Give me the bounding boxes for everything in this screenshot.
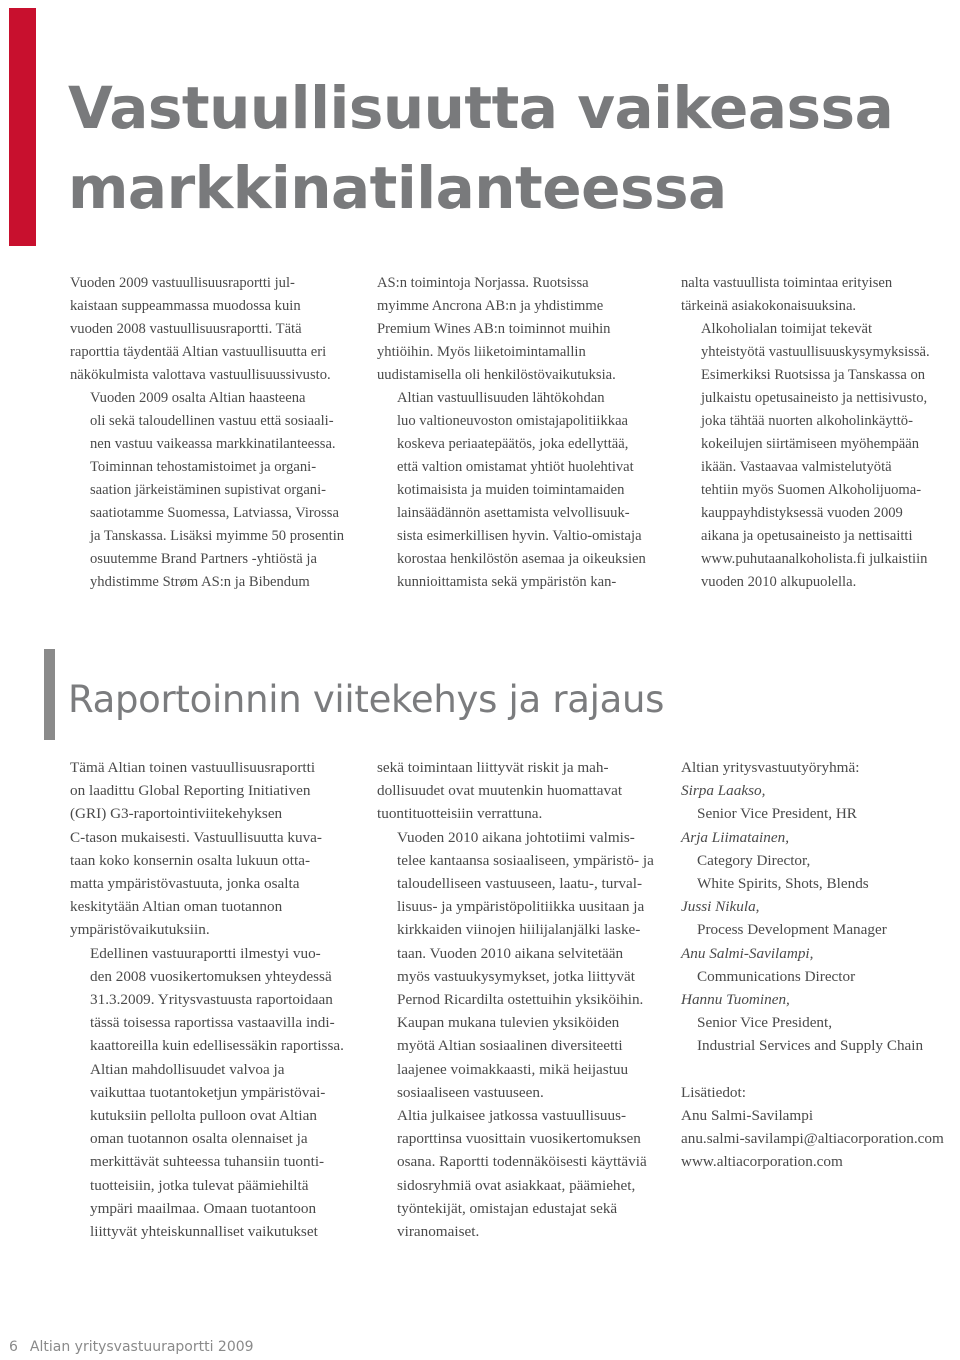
text-line: oli sekä taloudellinen vastuu että sosiaali-	[90, 413, 334, 429]
text-line: kauppayhdistyksessä vuoden 2009	[701, 505, 903, 521]
text-line: Esimerkiksi Ruotsissa ja Tanskassa on	[701, 367, 926, 383]
text-line: ikään. Vastaavaa valmistelutyötä	[701, 459, 892, 475]
text-line: Vuoden 2009 vastuullisuusraportti jul-	[70, 275, 295, 291]
text-line: Pernod Ricardilta ostettuihin yksiköihin.	[397, 991, 644, 1009]
team-member-role: Senior Vice President, HR	[697, 805, 857, 823]
text-line: matta ympäristövastuuta, jonka osalta	[70, 875, 300, 893]
text-line: (GRI) G3-raportointiviitekehyksen	[70, 805, 283, 823]
paragraph	[377, 387, 667, 594]
paragraph	[377, 826, 667, 1104]
text-line: telee kantaansa sosiaaliseen, ympäristö- ja	[397, 851, 654, 869]
text-line: yhteistyötä vastuullisuuskysymyksissä.	[701, 344, 930, 360]
text-line: saatiotamme Suomessa, Latviassa, Virossa	[90, 505, 339, 521]
paragraph	[681, 272, 956, 318]
team-member-role: Communications Director	[697, 967, 856, 985]
publication-name: Altian yritysvastuuraportti 2009	[29, 1339, 254, 1355]
text-line: liittyvät yhteiskunnalliset vaikutukset	[90, 1223, 318, 1241]
text-line: lisuus- ja ympäristöpolitiikka uusitaan ja	[397, 898, 645, 916]
text-line: kaattoreilla kuin edellisessäkin raportissa.	[90, 1037, 344, 1055]
contact-heading: Lisätiedot:	[681, 1083, 746, 1101]
section1-column-1	[70, 272, 360, 594]
text-line: sosiaaliseen vastuuseen.	[397, 1083, 544, 1101]
text-line: www.puhutaanalkoholista.fi julkaistiin	[701, 551, 928, 567]
text-line: kirkkaiden viinojen hiilijalanjälki laske-	[397, 921, 641, 939]
text-line: sekä toimintaan liittyvät riskit ja mah-	[377, 759, 609, 776]
text-line: julkaistu opetusaineisto ja nettisivusto,	[701, 390, 928, 406]
paragraph	[70, 387, 360, 594]
text-line: myötä Altian sosiaalinen diversiteetti	[397, 1037, 623, 1055]
text-line: Kaupan mukana tulevien yksiköiden	[397, 1014, 620, 1032]
team-member-role: White Spirits, Shots, Blends	[697, 875, 869, 893]
text-line: Toiminnan tehostamistoimet ja organi-	[90, 459, 317, 475]
team-member-role: Industrial Services and Supply Chain	[697, 1037, 924, 1055]
text-line: tuotteisiin, jotka tulevat päämiehiltä	[90, 1176, 309, 1194]
paragraph	[377, 1104, 667, 1243]
title-line: markkinatilanteessa	[68, 154, 727, 222]
text-line: joka tähtää nuorten alkoholinkäyttö-	[701, 413, 913, 429]
text-line: työntekijät, omistajan edustajat sekä	[397, 1199, 618, 1217]
text-line: myimme Ancrona AB:n ja yhdistimme	[377, 298, 604, 314]
section-title-reporting-framework: Raportoinnin viitekehys ja rajaus	[68, 678, 665, 721]
text-line: keskitytään Altian oman tuotannon	[70, 898, 283, 916]
text-line: Tämä Altian toinen vastuullisuusraportti	[70, 759, 316, 776]
text-line: vuoden 2010 alkupuolella.	[701, 574, 857, 590]
text-line: taloudelliseen vastuuseen, laatu-, turval-	[397, 875, 643, 893]
team-member-name: Sirpa Laakso,	[681, 782, 766, 800]
text-line: Altia julkaisee jatkossa vastuullisuus-	[397, 1107, 627, 1125]
text-line: kunnioittamista sekä ympäristön kan-	[397, 574, 617, 590]
text-line: vuoden 2008 vastuullisuusraportti. Tätä	[70, 321, 302, 337]
text-line: dollisuudet ovat muutenkin huomattavat	[377, 782, 623, 800]
text-line: den 2008 vuosikertomuksen yhteydessä	[90, 967, 332, 985]
paragraph	[681, 318, 956, 594]
text-line: AS:n toimintoja Norjassa. Ruotsissa	[377, 275, 589, 291]
paragraph	[70, 1058, 360, 1244]
text-line: korostaa henkilöstön asemaa ja oikeuksien	[397, 551, 646, 567]
team-member-role: Category Director,	[697, 851, 811, 869]
paragraph	[70, 756, 360, 942]
text-line: viranomaiset.	[397, 1223, 480, 1241]
text-line: on laadittu Global Reporting Initiativen	[70, 782, 311, 800]
section1-column-2	[377, 272, 667, 594]
text-line: C-tason mukaisesti. Vastuullisuutta kuva-	[70, 828, 322, 846]
text-line: aikana ja opetusaineisto ja nettisaitti	[701, 528, 913, 544]
text-line: saation järkeistäminen supistivat organi-	[90, 482, 327, 498]
paragraph	[377, 272, 667, 387]
text-line: koskeva periaatepäätös, joka edellyttää,	[397, 436, 629, 452]
text-line: että valtion omistamat yhtiöt huolehtivat	[397, 459, 634, 475]
team-member-name: Arja Liimatainen,	[681, 828, 790, 846]
text-line: ympäri maailmaa. Omaan tuotantoon	[90, 1199, 317, 1217]
text-line: Alkoholialan toimijat tekevät	[701, 321, 873, 337]
gray-accent-bar	[44, 649, 55, 740]
text-line: osuutemme Brand Partners -yhtiöstä ja	[90, 551, 317, 567]
text-line: vaikuttaa tuotantoketjun ympäristövai-	[90, 1083, 326, 1101]
page-footer	[9, 1339, 254, 1355]
section2-column-1	[70, 756, 360, 1243]
text-line: ympäristövaikutuksiin.	[70, 921, 210, 939]
text-line: tärkeinä asiakokonaisuuksina.	[681, 298, 857, 314]
paragraph	[70, 942, 360, 1058]
text-line: Altian vastuullisuuden lähtökohdan	[397, 390, 605, 406]
section-title-responsibility	[68, 68, 948, 228]
text-line: tuontituotteisiin verrattuna.	[377, 805, 543, 823]
text-line: näkökulmista valottava vastuullisuussivusto.	[70, 367, 331, 383]
text-line: Vuoden 2009 osalta Altian haasteena	[90, 390, 306, 406]
text-line: yhtiöihin. Myös liiketoimintamallin	[377, 344, 586, 360]
text-line: sista esimerkillisen hyvin. Valtio-omistaja	[397, 528, 642, 544]
text-line: Altian mahdollisuudet valvoa ja	[90, 1060, 285, 1078]
contact-line: www.altiacorporation.com	[681, 1153, 843, 1171]
text-line: kokeilujen siirtämiseen myöhempään	[701, 436, 920, 452]
team-member-name: Jussi Nikula,	[681, 898, 760, 916]
team-and-contact-column	[681, 756, 956, 1173]
text-line: myös vastuukysymykset, jotka liittyvät	[397, 967, 635, 985]
text-line: oman tuotannon osalta olennaiset ja	[90, 1130, 308, 1148]
text-line: lainsäädännön asettamista velvollisuuk-	[397, 505, 630, 521]
contact-info	[681, 1081, 956, 1174]
section1-column-3	[681, 272, 956, 594]
text-line: raporttinsa vuosittain vuosikertomuksen	[397, 1130, 641, 1148]
text-line: luo valtioneuvoston omistajapolitiikkaa	[397, 413, 629, 429]
text-line: sidosryhmiä ovat asiakkaat, päämiehet,	[397, 1176, 636, 1194]
text-line: yhdistimme Strøm AS:n ja Bibendum	[90, 574, 310, 590]
contact-line: anu.salmi-savilampi@altiacorporation.com	[681, 1130, 944, 1148]
text-line: 31.3.2009. Yritysvastuusta raportoidaan	[90, 991, 333, 1009]
page-number: 6	[9, 1339, 18, 1355]
text-line: tehtiin myös Suomen Alkoholijuoma-	[701, 482, 922, 498]
team-list	[681, 779, 956, 1057]
team-member-name: Hannu Tuominen,	[681, 991, 790, 1009]
text-line: merkittävät suhteessa tuhansiin tuonti-	[90, 1153, 325, 1171]
text-line: taan koko konsernin osalta lukuun otta-	[70, 851, 310, 869]
text-line: uudistamisella oli henkilöstövaikutuksia.	[377, 367, 616, 383]
team-member-role: Senior Vice President,	[697, 1014, 833, 1032]
text-line: kutuksiin pellolta pulloon ovat Altian	[90, 1107, 317, 1125]
text-line: kaistaan suppeammassa muodossa kuin	[70, 298, 301, 314]
text-line: ja Tanskassa. Lisäksi myimme 50 prosentin	[90, 528, 345, 544]
text-line: kotimaisista ja muiden toimintamaiden	[397, 482, 625, 498]
text-line: Vuoden 2010 aikana johtotiimi valmis-	[397, 828, 635, 846]
contact-line: Anu Salmi-Savilampi	[681, 1106, 814, 1124]
spacer	[681, 1058, 956, 1081]
section2-column-2	[377, 756, 667, 1243]
text-line: nalta vastuullista toimintaa erityisen	[681, 275, 893, 291]
team-member-name: Anu Salmi-Savilampi,	[681, 944, 814, 962]
text-line: laajenee voimakkaasti, mikä heijastuu	[397, 1060, 629, 1078]
text-line: Premium Wines AB:n toiminnot muihin	[377, 321, 611, 337]
text-line: Edellinen vastuuraportti ilmestyi vuo-	[90, 944, 321, 962]
text-line: raporttia täydentää Altian vastuullisuutta eri	[70, 344, 327, 360]
text-line: taan. Vuoden 2010 aikana selvitetään	[397, 944, 624, 962]
red-accent-bar	[9, 8, 36, 246]
title-line: Vastuullisuutta vaikeassa	[68, 74, 894, 142]
team-heading: Altian yritysvastuutyöryhmä:	[681, 759, 860, 776]
team-member-role: Process Development Manager	[697, 921, 887, 939]
text-line: tässä toisessa raportissa vastaavilla indi-	[90, 1014, 335, 1032]
paragraph	[70, 272, 360, 387]
paragraph	[377, 756, 667, 826]
text-line: osana. Raportti todennäköisesti käyttäviä	[397, 1153, 647, 1171]
text-line: nen vastuu vaikeassa markkinatilanteessa.	[90, 436, 336, 452]
